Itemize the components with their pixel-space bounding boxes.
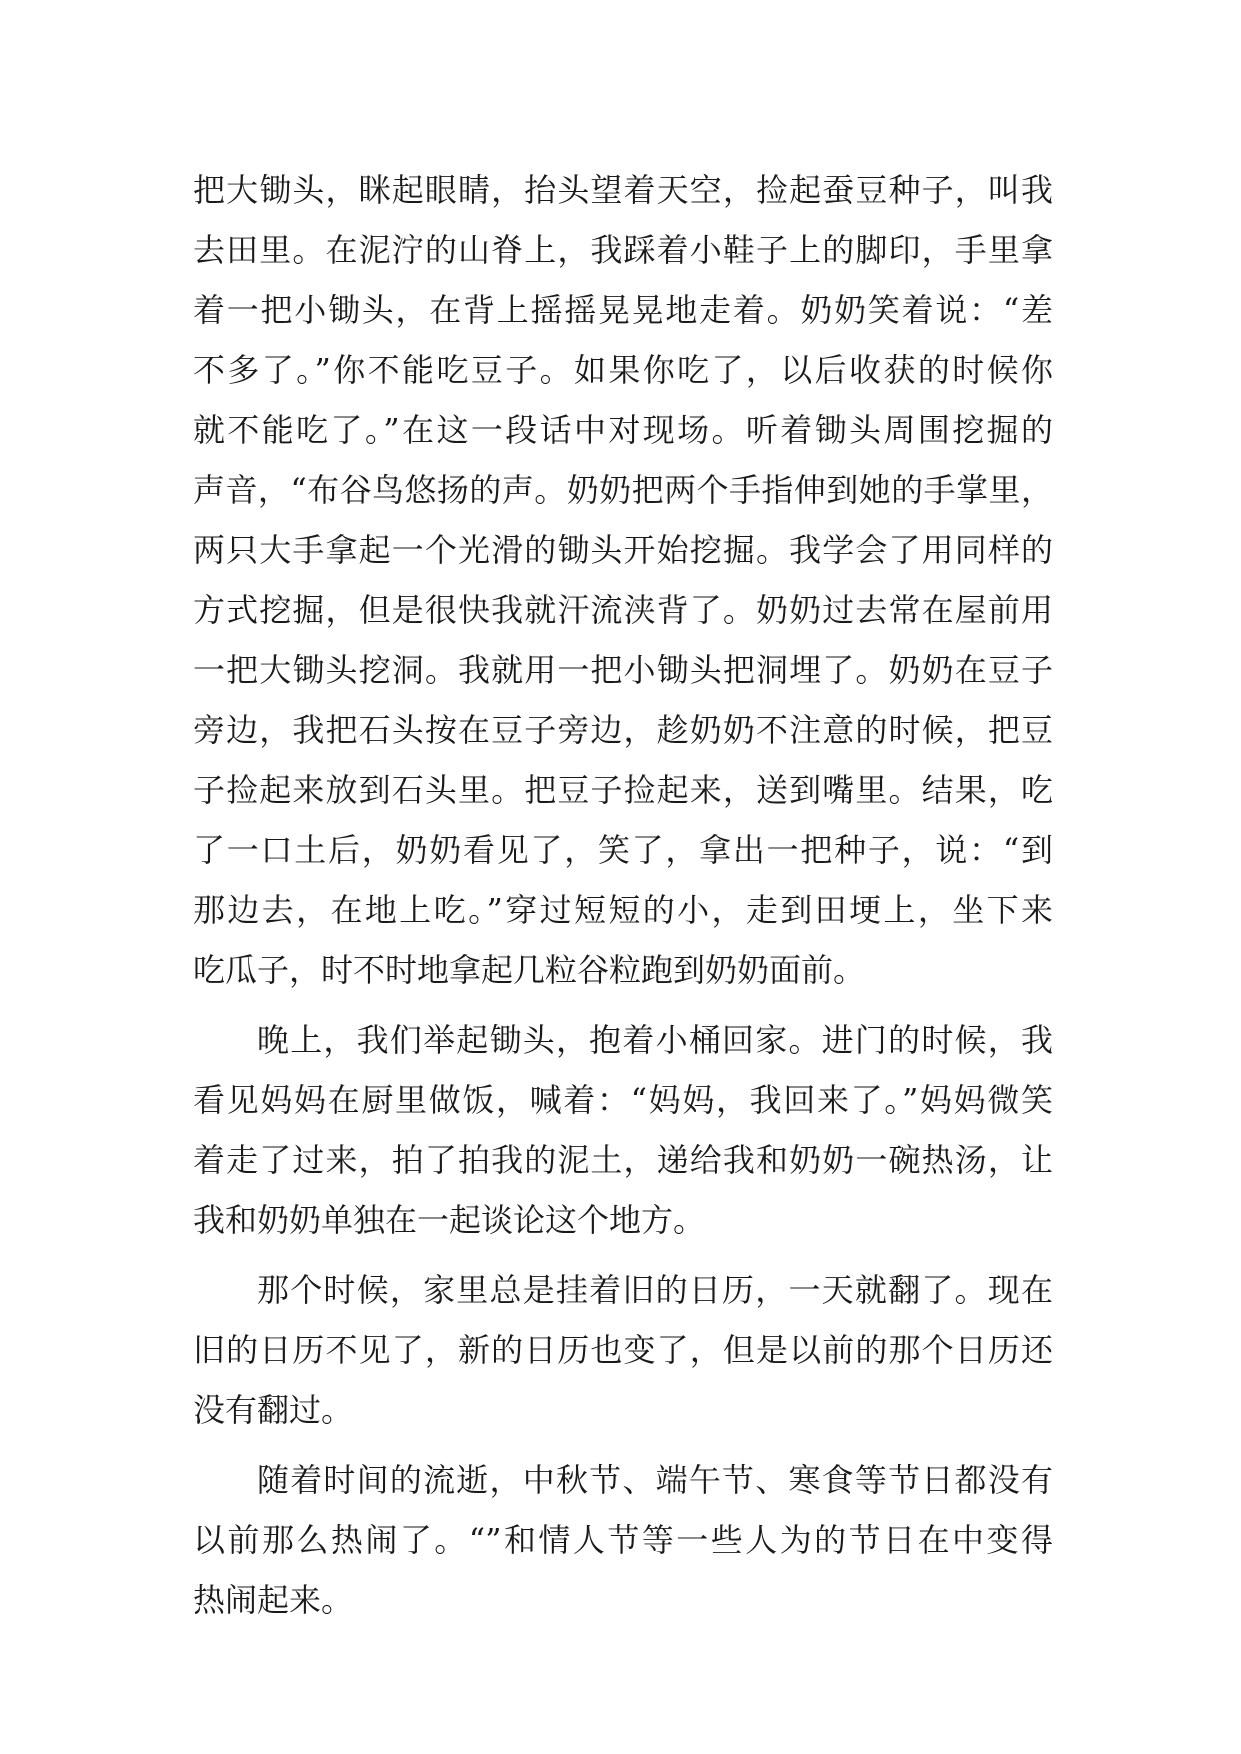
paragraph-gap [193,1250,1053,1260]
text-line: 我和奶奶单独在一起谈论这个地方。 [193,1201,706,1239]
paragraph-gap [193,1440,1053,1450]
text-line: 没有翻过。 [193,1391,354,1429]
text-line: 了一口土后，奶奶看见了，笑了，拿出一把种子，说：“到 [193,831,1053,869]
text-line: 热闹起来。 [193,1581,354,1619]
paragraph [193,1010,1053,1250]
text-line: 以前那么热闹了。“”和情人节等一些人为的节日在中变得 [193,1521,1053,1559]
document-body [193,160,1053,1630]
text-line: 去田里。在泥泞的山脊上，我踩着小鞋子上的脚印，手里拿 [193,231,1053,269]
text-line: 子捡起来放到石头里。把豆子捡起来，送到嘴里。结果，吃 [193,771,1053,809]
text-line: 着走了过来，拍了拍我的泥土，递给我和奶奶一碗热汤，让 [193,1141,1053,1179]
text-line: 两只大手拿起一个光滑的锄头开始挖掘。我学会了用同样的 [193,531,1053,569]
paragraph [193,160,1053,1000]
text-line: 方式挖掘，但是很快我就汗流浃背了。奶奶过去常在屋前用 [193,591,1053,629]
text-line: 随着时间的流逝，中秋节、端午节、寒食等节日都没有 [257,1461,1053,1499]
text-line: 不多了。”你不能吃豆子。如果你吃了，以后收获的时候你 [193,351,1053,389]
text-line: 旁边，我把石头按在豆子旁边，趁奶奶不注意的时候，把豆 [193,711,1053,749]
text-line: 声音，“布谷鸟悠扬的声。奶奶把两个手指伸到她的手掌里， [193,471,1053,509]
text-line: 那个时候，家里总是挂着旧的日历，一天就翻了。现在 [257,1271,1053,1309]
text-line: 着一把小锄头，在背上摇摇晃晃地走着。奶奶笑着说：“差 [193,291,1053,329]
text-line: 晚上，我们举起锄头，抱着小桶回家。进门的时候，我 [257,1021,1053,1059]
text-line: 那边去，在地上吃。”穿过短短的小，走到田埂上，坐下来 [193,891,1053,929]
text-line: 旧的日历不见了，新的日历也变了，但是以前的那个日历还 [193,1331,1053,1369]
paragraph [193,1260,1053,1440]
text-line: 一把大锄头挖洞。我就用一把小锄头把洞埋了。奶奶在豆子 [193,651,1053,689]
text-line: 把大锄头，眯起眼睛，抬头望着天空，捡起蚕豆种子，叫我 [193,171,1053,209]
text-line: 看见妈妈在厨里做饭，喊着：“妈妈，我回来了。”妈妈微笑 [193,1081,1053,1119]
text-line: 就不能吃了。”在这一段话中对现场。听着锄头周围挖掘的 [193,411,1053,449]
text-line: 吃瓜子，时不时地拿起几粒谷粒跑到奶奶面前。 [193,951,866,989]
paragraph [193,1450,1053,1630]
paragraph-gap [193,1000,1053,1010]
